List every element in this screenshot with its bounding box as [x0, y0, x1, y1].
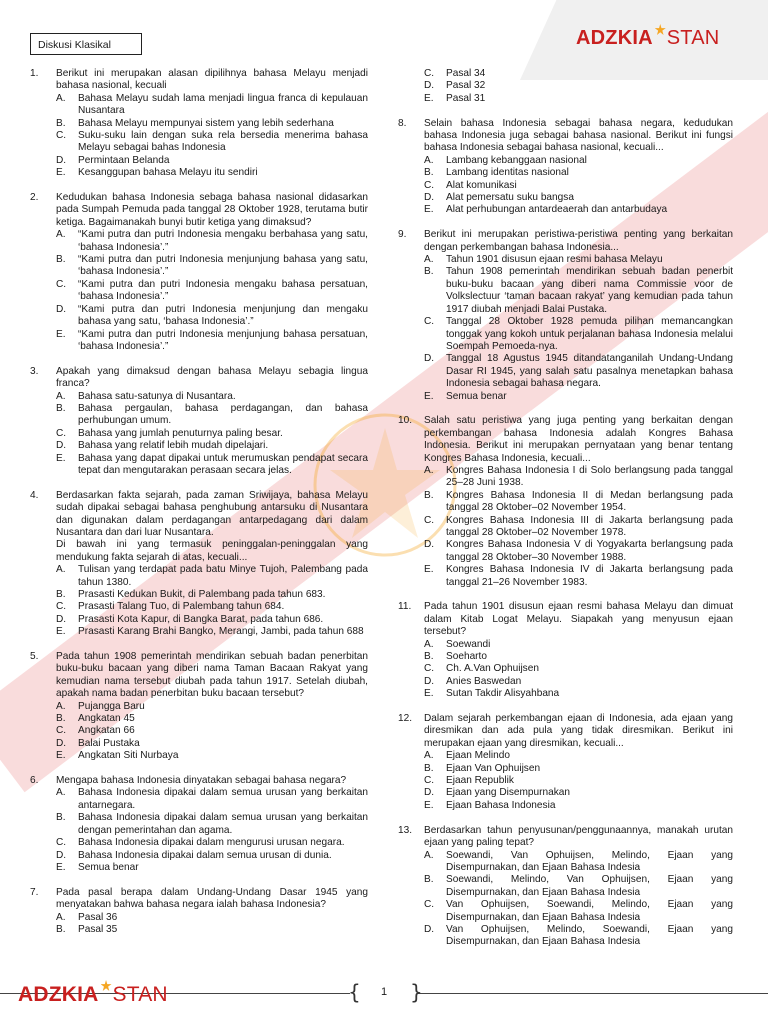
- answer-option[interactable]: [30, 453, 368, 478]
- answer-option[interactable]: [30, 614, 368, 626]
- option-label: B.: [56, 402, 66, 414]
- option-label: A.: [424, 464, 434, 476]
- option-label: D.: [56, 737, 67, 749]
- option-label: C.: [56, 130, 67, 142]
- question-text: Dalam sejarah perkembangan ejaan di Indonesia, ada ejaan yang diresmikan dan ada pula yang tidak diresmikan. Berikut ini merupakan ejaan yang diresmikan, kecuali...: [424, 713, 733, 749]
- option-text: Pasal 35: [78, 923, 118, 935]
- option-text: Ejaan Melindo: [446, 750, 510, 762]
- answer-option[interactable]: [398, 266, 733, 316]
- option-text: Prasasti Talang Tuo, di Palembang tahun 684.: [78, 601, 285, 613]
- answer-option[interactable]: [398, 167, 733, 179]
- question-number: 6.: [30, 775, 39, 787]
- option-text: Bahasa yang relatif lebih mudah dipelajari.: [78, 440, 269, 452]
- answer-option[interactable]: [30, 750, 368, 762]
- footer-brace-right: }: [410, 980, 423, 1004]
- question: [398, 713, 733, 812]
- option-text: Tahun 1901 disusun ejaan resmi bahasa Melayu: [446, 254, 663, 266]
- answer-option[interactable]: [398, 180, 733, 192]
- answer-option[interactable]: [398, 688, 733, 700]
- question-stem: [30, 490, 368, 564]
- option-label: A.: [56, 229, 66, 241]
- question-text-block: [56, 366, 368, 391]
- question: [30, 366, 368, 478]
- right-column: [398, 68, 733, 961]
- option-text: Ch. A.Van Ophuijsen: [446, 663, 539, 675]
- option-label: E.: [56, 452, 66, 464]
- option-text: Balai Pustaka: [78, 737, 140, 749]
- question-number: 9.: [398, 229, 407, 241]
- question-text: Berdasarkan fakta sejarah, pada zaman Sriwijaya, bahasa Melayu sudah dipakai sebagai bahasa penghubung antarsuku di Nusantara dan digunakan dalam perdagangan antarpedagang dari dalam Nusantara dan dari luar Nusantara.: [56, 489, 368, 538]
- option-label: D.: [424, 353, 435, 365]
- question-stem: [30, 887, 368, 912]
- option-label: A.: [56, 787, 66, 799]
- option-text: Bahasa Melayu mempunyai sistem yang lebih sederhana: [78, 117, 334, 129]
- question: [30, 68, 368, 180]
- answer-option[interactable]: [398, 155, 733, 167]
- answer-option[interactable]: [398, 564, 733, 589]
- answer-option[interactable]: [398, 465, 733, 490]
- option-label: B.: [424, 489, 434, 501]
- option-label: E.: [56, 626, 66, 638]
- answer-option[interactable]: [30, 589, 368, 601]
- question-number: 5.: [30, 651, 39, 663]
- option-label: E.: [56, 167, 66, 179]
- option-label: D.: [424, 539, 435, 551]
- footer-logo: ADZKIA STAN: [18, 983, 168, 1006]
- answer-option[interactable]: [30, 837, 368, 849]
- answer-option[interactable]: [398, 763, 733, 775]
- option-text: Kongres Bahasa Indonesia IV di Jakarta berlangsung pada tanggal 21–26 November 1983.: [446, 564, 733, 588]
- question: [398, 601, 733, 700]
- option-label: E.: [424, 799, 434, 811]
- answer-option[interactable]: [30, 279, 368, 304]
- option-text: Suku-suku lain dengan suka rela bersedia menerima bahasa Melayu sebagai bahas Indonesia: [78, 130, 368, 154]
- answer-option[interactable]: [398, 750, 733, 762]
- option-text: Kongres Bahasa Indonesia V di Yogyakarta berlangsung pada tanggal 28 Oktober–30 November 1988.: [446, 539, 733, 563]
- question: [398, 229, 733, 403]
- option-text: “Kami putra dan putri Indonesia mengaku bahasa persatuan, ‘bahasa Indonesia’.”: [78, 278, 368, 303]
- answer-option[interactable]: [30, 862, 368, 874]
- option-text: Tulisan yang terdapat pada batu Minye Tujoh, Palembang pada tahun 1380.: [78, 564, 368, 588]
- question-text: Salah satu peristiwa yang juga penting yang berkaitan dengan perkembangan bahasa Indonesia adalah Kongres Bahasa Indonesia. Berikut ini merupakan pernyataan yang benar tentang Kongres Bahasa Indonesia, kecuali...: [424, 415, 733, 464]
- option-label: D.: [56, 440, 67, 452]
- option-label: C.: [424, 68, 435, 79]
- question-text-block: [424, 229, 733, 254]
- option-label: D.: [56, 613, 67, 625]
- question-text-block: [56, 887, 368, 912]
- option-text: Angkatan 45: [78, 713, 135, 725]
- option-text: Soeharto: [446, 651, 487, 663]
- option-text: Anies Baswedan: [446, 675, 522, 687]
- option-text: Tahun 1908 pemerintah mendirikan sebuah badan penerbit buku-buku bacaan yang diberi nama Commissie voor de Volkslectuur ‘taman bacaan rakyat’ yang kemudian pada tahun 1917 diubah menjadi Balai Pustaka.: [446, 266, 733, 315]
- answer-option[interactable]: [30, 329, 368, 354]
- answer-option[interactable]: [398, 490, 733, 515]
- answer-option[interactable]: [30, 924, 368, 936]
- option-label: C.: [424, 316, 435, 328]
- answer-option[interactable]: [30, 403, 368, 428]
- option-label: D.: [424, 675, 435, 687]
- option-text: Ejaan Bahasa Indonesia: [446, 799, 556, 811]
- answer-option[interactable]: [398, 924, 733, 949]
- answer-option[interactable]: [30, 428, 368, 440]
- option-label: C.: [424, 899, 435, 911]
- option-label: E.: [424, 92, 434, 104]
- option-text: Bahasa satu-satunya di Nusantara.: [78, 390, 236, 402]
- option-label: A.: [424, 750, 434, 762]
- question-text: Pada tahun 1901 disusun ejaan resmi bahasa Melayu dan dimuat dalam Kitab Logat Melayu. Siapakah yang menyusun ejaan tersebut?: [424, 601, 733, 638]
- question-text-block: [56, 68, 368, 93]
- option-text: Semua benar: [446, 390, 507, 402]
- answer-option[interactable]: [398, 192, 733, 204]
- answer-option[interactable]: [30, 850, 368, 862]
- question: [30, 887, 368, 937]
- question: [398, 415, 733, 589]
- header-logo: ADZKIA STAN: [576, 27, 720, 49]
- answer-option[interactable]: [30, 812, 368, 837]
- answer-option[interactable]: [398, 800, 733, 812]
- answer-option[interactable]: [398, 651, 733, 663]
- option-label: A.: [424, 849, 434, 861]
- question-text-block: [56, 775, 368, 787]
- option-label: C.: [56, 601, 67, 613]
- question-text: Berikut ini merupakan alasan dipilihnya bahasa Melayu menjadi bahasa nasional, kecuali: [56, 68, 368, 92]
- answer-option[interactable]: [398, 775, 733, 787]
- question-text-block: [56, 490, 368, 564]
- question-text-block: [424, 118, 733, 155]
- option-label: C.: [56, 725, 67, 737]
- answer-option[interactable]: [30, 725, 368, 737]
- question-number: 3.: [30, 365, 39, 377]
- option-label: B.: [56, 713, 66, 725]
- option-label: E.: [56, 328, 66, 340]
- option-label: B.: [424, 874, 434, 886]
- question-text: Selain bahasa Indonesia sebagai bahasa negara, kedudukan bahasa Indonesia juga sebagai bahasa nasional. Berikut ini fungsi bahasa Indonesia sebagai bahasa nasional, kecuali...: [424, 117, 733, 154]
- question-text-block: [424, 713, 733, 750]
- star-icon: [100, 983, 112, 997]
- answer-option[interactable]: [398, 353, 733, 390]
- option-text: Ejaan Van Ophuijsen: [446, 762, 541, 774]
- option-text: Pasal 32: [446, 80, 486, 92]
- answer-option[interactable]: [30, 738, 368, 750]
- option-label: B.: [424, 266, 434, 278]
- option-text: Lambang identitas nasional: [446, 167, 569, 179]
- option-text: Pasal 34: [446, 68, 486, 79]
- question-number: 2.: [30, 192, 39, 204]
- option-label: D.: [56, 303, 67, 315]
- question-number: 10.: [398, 415, 413, 427]
- option-text: Bahasa yang jumlah penuturnya paling besar.: [78, 427, 283, 439]
- option-text: Prasasti Karang Brahi Bangko, Merangi, Jambi, pada tahun 688: [78, 626, 364, 638]
- option-text: Van Ophuijsen, Melindo, Soewandi, Ejaan yang Disempurnakan, dan Ejaan Bahasa Indesia: [446, 923, 733, 948]
- option-text: Van Ophuijsen, Soewandi, Melindo, Ejaan yang Disempurnakan, dan Ejaan Bahasa Indesia: [446, 899, 733, 923]
- option-label: D.: [424, 80, 435, 92]
- option-label: C.: [56, 278, 67, 290]
- question-text-block: [56, 192, 368, 229]
- answer-option[interactable]: [30, 229, 368, 254]
- answer-option[interactable]: [398, 676, 733, 688]
- option-label: E.: [56, 750, 66, 762]
- option-text: Semua benar: [78, 861, 139, 873]
- option-label: B.: [56, 812, 66, 824]
- answer-option[interactable]: [30, 130, 368, 155]
- option-text: Tanggal 18 Agustus 1945 ditandatanganilah Undang-Undang Dasar RI 1945, yang salah satu pasalnya menetapkan bahasa Indonesia sebagai bahasa negara.: [446, 353, 733, 390]
- answer-option[interactable]: [398, 204, 733, 216]
- question: [30, 192, 368, 353]
- answer-option[interactable]: [30, 564, 368, 589]
- option-label: D.: [424, 192, 435, 204]
- question-text-block: [56, 651, 368, 701]
- question-text: Mengapa bahasa Indonesia dinyatakan sebagai bahasa negara?: [56, 775, 347, 787]
- option-text: “Kami putra dan putri Indonesia menjunjung dan mengaku bahasa yang satu, ‘bahasa Indonesia’.”: [78, 303, 368, 328]
- option-text: Soewandi, Van Ophuijsen, Melindo, Ejaan yang Disempurnakan, dan Ejaan Bahasa Indesia: [446, 849, 733, 873]
- option-label: D.: [424, 923, 435, 935]
- answer-option[interactable]: [398, 515, 733, 540]
- answer-option[interactable]: [398, 391, 733, 403]
- option-text: Ejaan Republik: [446, 775, 514, 787]
- option-text: Alat pemersatu suku bangsa: [446, 192, 574, 204]
- option-label: A.: [424, 154, 434, 166]
- answer-option[interactable]: [398, 787, 733, 799]
- answer-option[interactable]: [30, 787, 368, 812]
- option-label: D.: [56, 154, 67, 166]
- option-text: Pujangga Baru: [78, 700, 145, 712]
- question-text: Pada tahun 1908 pemerintah mendirikan sebuah badan penerbitan buku-buku bacaan yang diberi nama Taman Bacaan Rakyat yang kemudian nama tersebut diubah pada tahun 1917. Setelah diubah, apakah nama badan penerbitan buku bacaan tersebut?: [56, 651, 368, 700]
- option-label: E.: [56, 861, 66, 873]
- answer-option[interactable]: [30, 304, 368, 329]
- answer-option[interactable]: [30, 391, 368, 403]
- option-label: C.: [56, 837, 67, 849]
- option-text: Lambang kebanggaan nasional: [446, 154, 587, 166]
- answer-option[interactable]: [398, 80, 733, 92]
- answer-option[interactable]: [398, 316, 733, 353]
- question-stem: [398, 601, 733, 638]
- question-stem: [398, 415, 733, 465]
- answer-option[interactable]: [30, 713, 368, 725]
- option-label: C.: [56, 427, 67, 439]
- option-text: Soewandi, Melindo, Van Ophuijsen, Ejaan yang Disempurnakan, dan Ejaan Bahasa Indesia: [446, 874, 733, 898]
- question-text: Berdasarkan tahun penyusunan/penggunaannya, manakah urutan ejaan yang paling tepat?: [424, 824, 733, 849]
- question: [30, 775, 368, 874]
- option-label: A.: [56, 700, 66, 712]
- option-label: C.: [424, 775, 435, 787]
- option-text: Angkatan 66: [78, 725, 135, 737]
- answer-option[interactable]: [30, 118, 368, 130]
- left-column: [30, 68, 368, 949]
- option-text: Sutan Takdir Alisyahbana: [446, 688, 560, 700]
- option-label: A.: [56, 564, 66, 576]
- option-label: C.: [424, 663, 435, 675]
- answer-option[interactable]: [398, 899, 733, 924]
- answer-option[interactable]: [30, 912, 368, 924]
- answer-option[interactable]: [30, 601, 368, 613]
- question-stem: [30, 651, 368, 701]
- option-text: Alat perhubungan antardeaerah dan antarbudaya: [446, 204, 668, 216]
- question-text: Pada pasal berapa dalam Undang-Undang Dasar 1945 yang menyatakan bahwa bahasa negara ialah bahasa Indonesia?: [56, 886, 368, 911]
- option-text: Prasasti Kedukan Bukit, di Palembang pada tahun 683.: [78, 589, 326, 601]
- option-text: Kongres Bahasa Indonesia II di Medan berlangsung pada tanggal 28 Oktober–02 November 1954.: [446, 489, 733, 514]
- answer-option[interactable]: [398, 68, 733, 80]
- option-text: Bahasa Indonesia dipakai dalam semua urusan yang berkaitan antarnegara.: [78, 787, 368, 811]
- option-label: E.: [424, 688, 434, 700]
- answer-option[interactable]: [30, 93, 368, 118]
- option-text: Ejaan yang Disempurnakan: [446, 787, 571, 799]
- option-text: Pasal 36: [78, 911, 118, 923]
- option-text: Kongres Bahasa Indonesia I di Solo berlangsung pada tanggal 25–28 Juni 1938.: [446, 464, 733, 489]
- answer-option[interactable]: [30, 626, 368, 638]
- option-text: Angkatan Siti Nurbaya: [78, 750, 179, 762]
- answer-option[interactable]: [398, 663, 733, 675]
- answer-option[interactable]: [30, 701, 368, 713]
- question-text: Kedudukan bahasa Indonesia sebaga bahasa nasional didasarkan pada Sumpah Pemuda pada tanggal 28 Oktober 1928, terutama butir ketiga. Bagaimanakah bunyi butir ketiga yang dimaksud?: [56, 192, 368, 228]
- question-text: Apakah yang dimaksud dengan bahasa Melayu sebagia lingua franca?: [56, 365, 368, 390]
- option-label: B.: [424, 651, 434, 663]
- question-text-block: [424, 825, 733, 850]
- answer-option[interactable]: [398, 874, 733, 899]
- option-label: B.: [56, 589, 66, 601]
- option-label: A.: [424, 638, 434, 650]
- question-text: Berikut ini merupakan peristiwa-peristiwa penting yang berkaitan dengan perkembangan bahasa Indonesia...: [424, 229, 733, 253]
- answer-option[interactable]: [398, 639, 733, 651]
- option-label: E.: [424, 390, 434, 402]
- option-label: E.: [424, 204, 434, 216]
- option-text: Bahasa yang dapat dipakai untuk merumuskan pendapat secara tepat dan mengutarakan perasaan secara jelas.: [78, 452, 368, 476]
- option-label: A.: [56, 911, 66, 923]
- option-label: A.: [424, 254, 434, 266]
- question: [398, 118, 733, 217]
- option-label: A.: [56, 390, 66, 402]
- question-stem: [30, 366, 368, 391]
- question-number: 13.: [398, 824, 413, 836]
- question: [30, 490, 368, 639]
- question: [398, 825, 733, 949]
- question-stem: [398, 713, 733, 750]
- answer-option[interactable]: [30, 440, 368, 452]
- option-text: Pasal 31: [446, 92, 486, 104]
- answer-option[interactable]: [30, 254, 368, 279]
- section-label: Diskusi Klasikal: [30, 33, 142, 55]
- footer-brace-left: {: [348, 980, 361, 1004]
- option-label: D.: [424, 787, 435, 799]
- option-text: Bahasa pergaulan, bahasa perdagangan, dan bahasa perhubungan umum.: [78, 402, 368, 427]
- option-text: “Kami putra dan putri Indonesia menjunjung bahasa persatuan, ‘bahasa Indonesia’.”: [78, 328, 368, 352]
- option-label: B.: [424, 167, 434, 179]
- option-text: “Kami putra dan putri Indonesia menjunjung bahasa yang satu, ‘bahasa Indonesia’.”: [78, 254, 368, 278]
- question-stem: [398, 229, 733, 254]
- option-text: Kesanggupan bahasa Melayu itu sendiri: [78, 167, 258, 179]
- question-number: 12.: [398, 713, 413, 725]
- option-label: B.: [424, 762, 434, 774]
- question-number: 7.: [30, 886, 39, 898]
- option-text: Bahasa Indonesia dipakai dalam semua urusan yang berkaitan dengan pemerintahan dan agama.: [78, 812, 368, 836]
- option-label: B.: [56, 254, 66, 266]
- option-text: Permintaan Belanda: [78, 154, 170, 166]
- option-label: C.: [424, 179, 435, 191]
- question-stem: [30, 68, 368, 93]
- option-label: B.: [56, 923, 66, 935]
- option-text: Tanggal 28 Oktober 1928 pemuda pilihan memancangkan tonggak yang kokoh untuk perjalanan bahasa Indonesia melalui Soempah Pemoeda-nya.: [446, 316, 733, 352]
- question-text-block: [424, 415, 733, 465]
- option-label: C.: [424, 514, 435, 526]
- option-text: Kongres Bahasa Indonesia III di Jakarta berlangsung pada tanggal 28 Oktober–02 November 1978.: [446, 514, 733, 538]
- option-label: A.: [56, 92, 66, 104]
- option-label: D.: [56, 849, 67, 861]
- answer-option[interactable]: [30, 167, 368, 179]
- page-number: 1: [380, 986, 388, 998]
- option-text: Bahasa Indonesia dipakai dalam semua urusan di dunia.: [78, 849, 332, 861]
- question-number: 11.: [398, 601, 412, 613]
- question: [30, 651, 368, 763]
- answer-option[interactable]: [398, 93, 733, 105]
- question-stem: [30, 192, 368, 229]
- option-label: B.: [56, 117, 66, 129]
- option-text: Alat komunikasi: [446, 179, 517, 191]
- footer-rule-right: [418, 993, 768, 994]
- answer-option[interactable]: [398, 254, 733, 266]
- answer-option[interactable]: [30, 155, 368, 167]
- option-text: Bahasa Melayu sudah lama menjadi lingua franca di kepulauan Nusantara: [78, 92, 368, 117]
- question-stem: [398, 825, 733, 850]
- question-text-block: [424, 601, 733, 638]
- question-stem: [30, 775, 368, 787]
- answer-option[interactable]: [398, 850, 733, 875]
- option-label: E.: [424, 564, 434, 576]
- question-number: 4.: [30, 489, 39, 501]
- star-icon: [654, 27, 666, 41]
- answer-option[interactable]: [398, 539, 733, 564]
- question-stem: [398, 118, 733, 155]
- question: [398, 68, 733, 105]
- option-text: Prasasti Kota Kapur, di Bangka Barat, pada tahun 686.: [78, 613, 324, 625]
- question-number: 8.: [398, 117, 407, 129]
- option-text: Soewandi: [446, 638, 491, 650]
- option-text: “Kami putra dan putri Indonesia mengaku berbahasa yang satu, ‘bahasa Indonesia’.”: [78, 229, 368, 253]
- question-text-2: Di bawah ini yang termasuk peninggalan-peninggalan yang mendukung fakta sejarah di atas, kecuali...: [56, 539, 368, 563]
- question-number: 1.: [30, 68, 39, 79]
- option-text: Bahasa Indonesia dipakai dalam mengurusi urusan negara.: [78, 837, 345, 849]
